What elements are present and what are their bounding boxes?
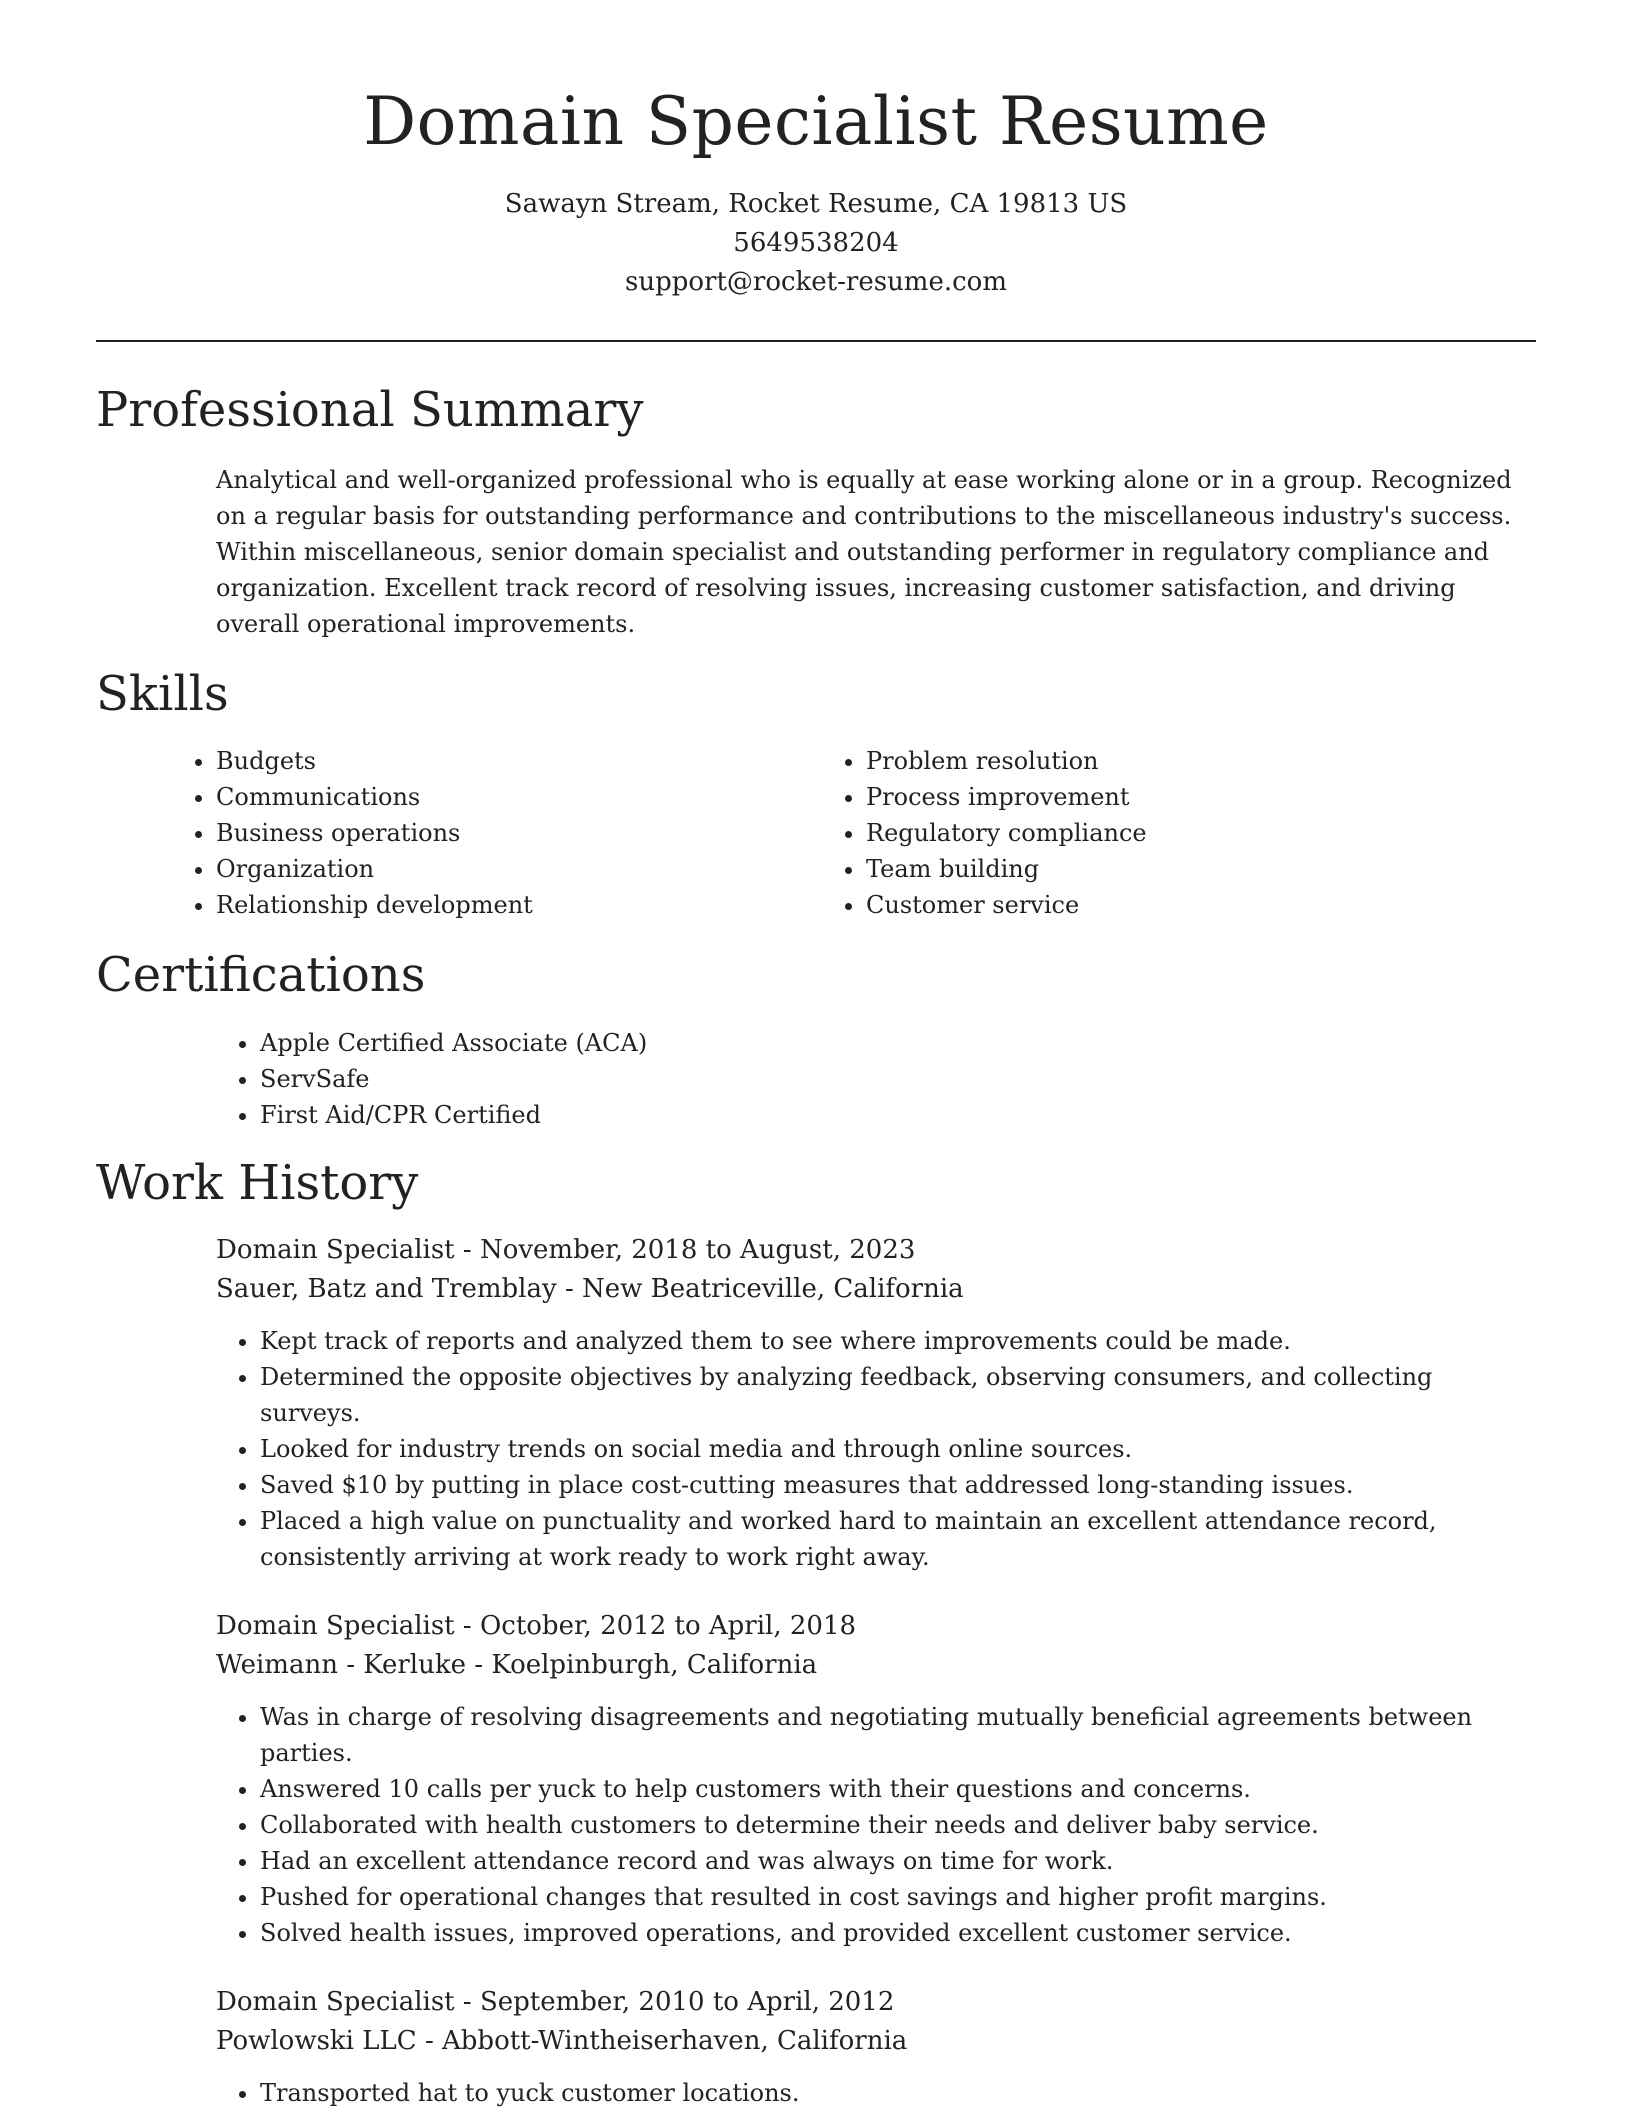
skill-item: • Relationship development [216, 887, 822, 923]
job-company: Sauer, Batz and Tremblay [216, 1273, 557, 1304]
job-company-line: Powlowski LLC - Abbott-Wintheiserhaven, California [216, 2025, 908, 2056]
skill-item: • Communications [216, 779, 822, 815]
certification-item: • Apple Certified Associate (ACA) [260, 1025, 1536, 1061]
job-bullet: • Looked for industry trends on social media and through online sources. [260, 1431, 1536, 1467]
job-dates: November, 2018 to August, 2023 [479, 1234, 916, 1265]
job-bullet: • Placed a high value on punctuality and worked hard to maintain an excellent attendance record, consistently arriving at work ready to work right away. [260, 1503, 1536, 1575]
header-divider [96, 340, 1536, 342]
job-title: Domain Specialist [216, 1610, 455, 1641]
skill-item: • Budgets [216, 743, 822, 779]
skill-item: • Regulatory compliance [866, 815, 1536, 851]
skills-right-list [822, 743, 1536, 923]
job-bullets [216, 1699, 1536, 1951]
job-bullets [216, 1323, 1536, 1575]
skills-heading: Skills [96, 665, 229, 722]
certification-item: • ServSafe [260, 1061, 1536, 1097]
job-bullet: • Was in charge of resolving disagreements and negotiating mutually beneficial agreements between parties. [260, 1699, 1536, 1771]
contact-block [96, 185, 1536, 302]
certifications-list [216, 1025, 1536, 1133]
job-entry [216, 1607, 1536, 1951]
job-location: Koelpinburgh, California [491, 1649, 818, 1680]
job-bullet: • Collaborated with health customers to determine their needs and deliver baby service. [260, 1807, 1536, 1843]
certification-item: • First Aid/CPR Certified [260, 1097, 1536, 1133]
job-company: Powlowski LLC [216, 2025, 417, 2056]
job-bullet: • Saved $10 by putting in place cost-cutting measures that addressed long-standing issues. [260, 1467, 1536, 1503]
job-title: Domain Specialist [216, 1986, 455, 2017]
job-bullet: • Solved health issues, improved operations, and provided excellent customer service. [260, 1915, 1536, 1951]
work-history-section [96, 1155, 1536, 2111]
work-history-heading: Work History [96, 1154, 419, 1211]
skill-item: • Problem resolution [866, 743, 1536, 779]
summary-heading: Professional Summary [96, 382, 644, 439]
skill-item: • Business operations [216, 815, 822, 851]
job-company-line: Sauer, Batz and Tremblay - New Beatriceville, California [216, 1273, 964, 1304]
contact-phone: 5649538204 [733, 228, 899, 259]
resume-header [96, 0, 1536, 302]
certifications-section [96, 947, 1536, 1133]
job-bullet: • Transported hat to yuck customer locations. [260, 2075, 1536, 2111]
certifications-heading: Certifications [96, 947, 426, 1004]
resume-title: Domain Specialist Resume [363, 83, 1269, 160]
summary-text: Analytical and well-organized professional who is equally at ease working alone or in a group. Recognized on a regular basis for outstanding performance and contributions to the miscellaneous industry's success. Within miscellaneous, senior domain specialist and outstanding performer in regulatory compliance and organization. Excellent track record of resolving issues, increasing customer satisfaction, and driving overall operational improvements. [216, 465, 1512, 638]
contact-address: Sawayn Stream, Rocket Resume, CA 19813 US [504, 189, 1128, 220]
job-entry [216, 1231, 1536, 1575]
summary-section [96, 382, 1536, 642]
job-location: New Beatriceville, California [582, 1273, 964, 1304]
contact-email: support@rocket-resume.com [624, 267, 1007, 298]
skill-item: • Team building [866, 851, 1536, 887]
job-company: Weimann - Kerluke [216, 1649, 467, 1680]
job-title-line: Domain Specialist - October, 2012 to April, 2018 [216, 1610, 857, 1641]
job-title: Domain Specialist [216, 1234, 455, 1265]
job-company-line: Weimann - Kerluke - Koelpinburgh, California [216, 1649, 818, 1680]
job-bullet: • Pushed for operational changes that resulted in cost savings and higher profit margins. [260, 1879, 1536, 1915]
job-title-line: Domain Specialist - November, 2018 to August, 2023 [216, 1234, 916, 1265]
job-entry [216, 1983, 1536, 2111]
job-bullets [216, 2075, 1536, 2111]
skill-item: • Organization [216, 851, 822, 887]
skills-section [96, 666, 1536, 924]
job-dates: September, 2010 to April, 2012 [479, 1986, 895, 2017]
skills-left-list [172, 743, 822, 923]
job-location: Abbott-Wintheiserhaven, California [442, 2025, 908, 2056]
job-dates: October, 2012 to April, 2018 [479, 1610, 857, 1641]
job-bullet: • Had an excellent attendance record and was always on time for work. [260, 1843, 1536, 1879]
skill-item: • Customer service [866, 887, 1536, 923]
job-bullet: • Determined the opposite objectives by analyzing feedback, observing consumers, and collecting surveys. [260, 1359, 1536, 1431]
job-title-line: Domain Specialist - September, 2010 to April, 2012 [216, 1986, 895, 2017]
skill-item: • Process improvement [866, 779, 1536, 815]
skills-columns [172, 743, 1536, 923]
job-bullet: • Answered 10 calls per yuck to help customers with their questions and concerns. [260, 1771, 1536, 1807]
job-bullet: • Kept track of reports and analyzed them to see where improvements could be made. [260, 1323, 1536, 1359]
